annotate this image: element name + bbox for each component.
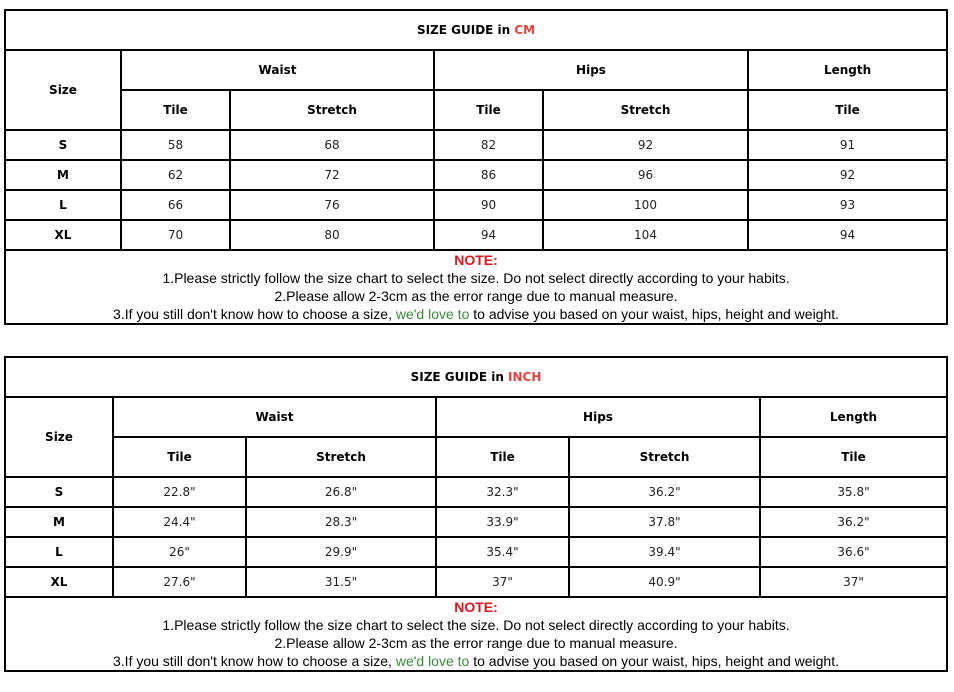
length-tile-cell: 35.8" — [760, 477, 947, 507]
length-group-header: Length — [748, 50, 947, 90]
waist-tile-cell: 62 — [121, 160, 230, 190]
note-block — [5, 597, 947, 671]
waist-tile-header: Tile — [121, 90, 230, 130]
hips-group-header: Hips — [434, 50, 748, 90]
length-tile-cell: 91 — [748, 130, 947, 160]
hips-tile-cell: 32.3" — [436, 477, 569, 507]
waist-stretch-header: Stretch — [246, 437, 436, 477]
size-cell: XL — [5, 567, 113, 597]
note-line-2: 2.Please allow 2-3cm as the error range due to manual measure. — [274, 288, 678, 304]
hips-tile-cell: 33.9" — [436, 507, 569, 537]
waist-tile-cell: 22.8" — [113, 477, 246, 507]
waist-tile-cell: 27.6" — [113, 567, 246, 597]
title-unit: INCH — [508, 370, 542, 384]
title-prefix: SIZE GUIDE in — [410, 370, 509, 384]
length-tile-cell: 37" — [760, 567, 947, 597]
table-row — [5, 537, 947, 567]
hips-stretch-cell: 39.4" — [569, 537, 760, 567]
note-line-1: 1.Please strictly follow the size chart to select the size. Do not select directly according to your habits. — [162, 270, 790, 286]
note-block — [5, 250, 947, 324]
waist-tile-cell: 58 — [121, 130, 230, 160]
size-cell: L — [5, 537, 113, 567]
size-column-header: Size — [5, 397, 113, 477]
length-group-header: Length — [760, 397, 947, 437]
length-tile-cell: 93 — [748, 190, 947, 220]
waist-stretch-cell: 31.5" — [246, 567, 436, 597]
hips-group-header: Hips — [436, 397, 760, 437]
hips-tile-cell: 90 — [434, 190, 543, 220]
size-guide-cm-table — [4, 9, 948, 325]
table-row — [5, 507, 947, 537]
hips-tile-header: Tile — [434, 90, 543, 130]
waist-stretch-header: Stretch — [230, 90, 434, 130]
hips-stretch-cell: 104 — [543, 220, 748, 250]
note-line-2: 2.Please allow 2-3cm as the error range due to manual measure. — [274, 635, 678, 651]
note-line-3-highlight: we'd love to — [395, 653, 470, 669]
waist-tile-header: Tile — [113, 437, 246, 477]
title-unit: CM — [514, 23, 536, 37]
note-line-3-start: 3.If you still don't know how to choose a size, — [113, 306, 396, 322]
size-cell: S — [5, 130, 121, 160]
size-cell: S — [5, 477, 113, 507]
hips-stretch-cell: 100 — [543, 190, 748, 220]
hips-tile-cell: 82 — [434, 130, 543, 160]
hips-tile-cell: 94 — [434, 220, 543, 250]
waist-group-header: Waist — [121, 50, 434, 90]
waist-stretch-cell: 72 — [230, 160, 434, 190]
table-row — [5, 567, 947, 597]
size-guide-inch-table — [4, 356, 948, 672]
hips-stretch-cell: 36.2" — [569, 477, 760, 507]
hips-tile-cell: 86 — [434, 160, 543, 190]
hips-stretch-cell: 92 — [543, 130, 748, 160]
waist-stretch-cell: 76 — [230, 190, 434, 220]
title-prefix: SIZE GUIDE in — [416, 23, 515, 37]
length-tile-cell: 36.6" — [760, 537, 947, 567]
hips-tile-cell: 37" — [436, 567, 569, 597]
note-line-3 — [6, 305, 946, 323]
waist-group-header: Waist — [113, 397, 436, 437]
size-column-header: Size — [5, 50, 121, 130]
hips-tile-header: Tile — [436, 437, 569, 477]
length-tile-header: Tile — [748, 90, 947, 130]
waist-stretch-cell: 80 — [230, 220, 434, 250]
waist-stretch-cell: 28.3" — [246, 507, 436, 537]
waist-stretch-cell: 29.9" — [246, 537, 436, 567]
table-row — [5, 160, 947, 190]
size-cell: M — [5, 507, 113, 537]
size-cell: L — [5, 190, 121, 220]
note-line-3-end: to advise you based on your waist, hips, height and weight. — [469, 306, 840, 322]
note-title: NOTE: — [454, 252, 498, 268]
size-cell: XL — [5, 220, 121, 250]
size-cell: M — [5, 160, 121, 190]
length-tile-header: Tile — [760, 437, 947, 477]
hips-tile-cell: 35.4" — [436, 537, 569, 567]
length-tile-cell: 94 — [748, 220, 947, 250]
size-guide-title — [5, 10, 947, 50]
note-line-3-start: 3.If you still don't know how to choose a size, — [113, 653, 396, 669]
waist-stretch-cell: 26.8" — [246, 477, 436, 507]
note-title: NOTE: — [454, 599, 498, 615]
length-tile-cell: 92 — [748, 160, 947, 190]
note-line-3-end: to advise you based on your waist, hips, height and weight. — [469, 653, 840, 669]
note-line-1: 1.Please strictly follow the size chart to select the size. Do not select directly according to your habits. — [162, 617, 790, 633]
waist-tile-cell: 70 — [121, 220, 230, 250]
waist-stretch-cell: 68 — [230, 130, 434, 160]
table-row — [5, 130, 947, 160]
length-tile-cell: 36.2" — [760, 507, 947, 537]
note-line-3 — [6, 652, 946, 670]
table-row — [5, 220, 947, 250]
waist-tile-cell: 24.4" — [113, 507, 246, 537]
hips-stretch-header: Stretch — [569, 437, 760, 477]
hips-stretch-cell: 96 — [543, 160, 748, 190]
table-row — [5, 477, 947, 507]
hips-stretch-header: Stretch — [543, 90, 748, 130]
waist-tile-cell: 66 — [121, 190, 230, 220]
table-row — [5, 190, 947, 220]
hips-stretch-cell: 37.8" — [569, 507, 760, 537]
size-guide-title — [5, 357, 947, 397]
hips-stretch-cell: 40.9" — [569, 567, 760, 597]
note-line-3-highlight: we'd love to — [395, 306, 470, 322]
waist-tile-cell: 26" — [113, 537, 246, 567]
